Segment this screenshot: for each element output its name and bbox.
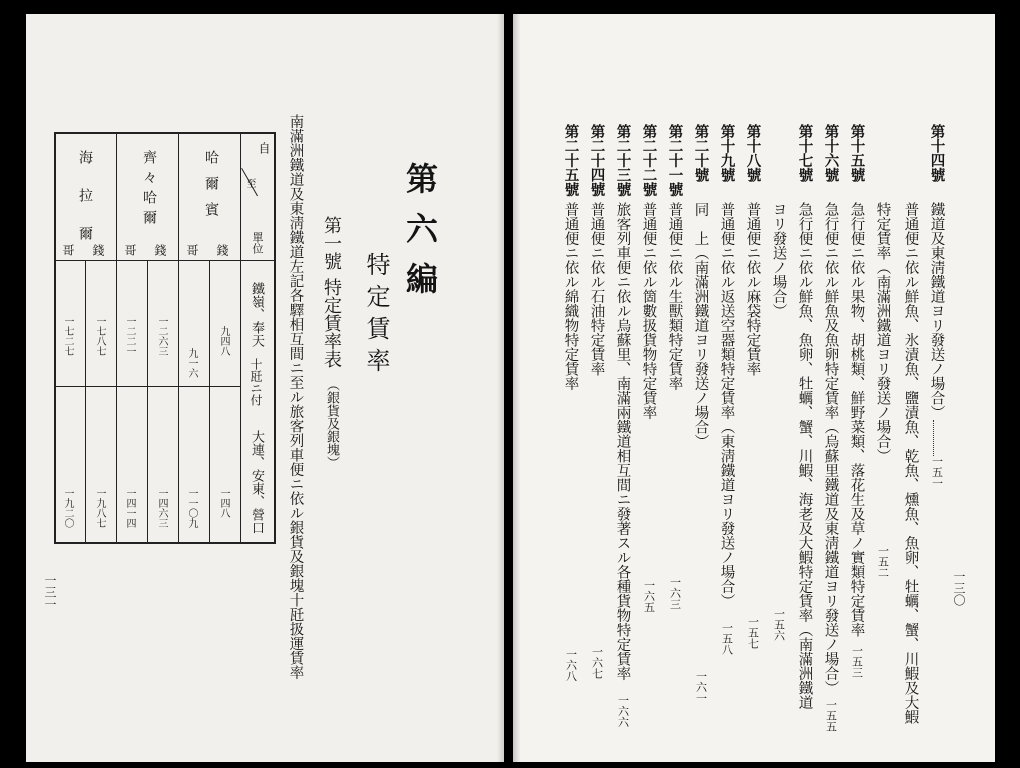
unit-label: 哥 [61,244,75,256]
toc-entry: 第二十四號普通便ニ依ル石油特定賃率一六七 [588,124,606,679]
header-col1: 鐵嶺、奉天 [249,282,264,347]
station-hailar: 海拉爾 [77,150,93,264]
header-col1-sub: 十瓩ニ付 [249,358,263,406]
toc-entry: 特定賃率（南滿洲鐵道ヨリ發送ノ場合）一五二 [874,202,891,578]
header-col2: 大連、安東、營口 [249,430,264,534]
station-qiqihar: 齊々哈爾 [141,150,157,230]
rate-col2: 一九八七 [94,488,105,528]
rate-col2: 一四八 [218,488,229,518]
toc-entry: 第二十五號普通便ニ依ル綿織物特定賃率一六八 [562,124,580,682]
toc-entry: 第十五號急行便ニ依ル果物、胡桃類、鮮野菜類、落花生及草ノ實類特定賃率一五三 [848,124,866,678]
rate-col2: 一九二〇 [62,488,73,528]
header-from: 自 [257,142,271,154]
toc-entry: ヨリ發送ノ場合）一五六 [770,202,787,641]
toc-entry: 第二十一號普通便ニ依ル生獸類特定賃率一六三 [666,124,684,610]
rate-table [54,132,276,544]
chapter-title: 特定賃率 [362,252,390,380]
toc-entry: 第二十三號旅客列車便ニ依ル烏蘇里、南滿兩鐵道相互間ニ發著スル各種貨物特定賃率一六六 [614,124,632,728]
unit-label: 錢 [215,244,229,256]
toc-entry: 第十七號急行便ニ依ル鮮魚、魚卵、牡蠣、蟹、川鰕、海老及大鰕特定賃率（南滿洲鐵道 [796,124,814,710]
unit-label: 錢 [91,244,105,256]
header-unit: 單位 [251,232,264,254]
right-page [513,14,995,762]
rate-col2: 一四一四 [124,488,135,528]
rate-col1: 九一六 [186,348,197,378]
toc-entry: 第十八號普通便ニ依ル麻袋特定賃率一五七 [744,124,762,649]
unit-label: 哥 [185,244,199,256]
toc-entry: 第十九號普通便ニ依ル返送空器類特定賃率（東淸鐵道ヨリ發送ノ場合）一五八 [718,124,736,655]
left-page [26,14,504,762]
rate-col2: 一四六三 [156,488,167,528]
rate-col1: 一七八七 [94,316,105,356]
section-title: 特定賃率表 [321,278,342,368]
toc-entry: 普通便ニ依ル鮮魚、氷漬魚、鹽漬魚、乾魚、燻魚、魚卵、牡蠣、蟹、川鰕及大鰕 [902,202,919,724]
page-number: 一三一 [43,574,57,610]
page-fold [513,14,520,762]
rate-col1: 九四八 [218,326,229,356]
toc-entry: 第二十二號普通便ニ依ル箇數扱貨物特定賃率一六五 [640,124,658,613]
rate-col1: 一二二一 [124,316,135,356]
page-number: 一三〇 [952,570,966,606]
section-subtitle: （銀貨及銀塊） [324,378,339,469]
header-to: 至 [244,178,255,188]
unit-label: 錢 [153,244,167,256]
page-fold [497,14,504,762]
section-heading [322,216,340,469]
toc-entry: 第二十號同 上（南滿洲鐵道ヨリ發送ノ場合）一六一 [692,124,710,704]
section-number: 第一號 [321,216,342,270]
table-description: 南滿洲鐵道及東淸鐵道左記各驛相互間ニ至ル旅客列車便ニ依ル銀貨及銀塊十瓩扱運賃率 [287,114,304,680]
station-harbin: 哈爾賓 [203,150,219,228]
toc-entry: 第十六號急行便ニ依ル鮮魚及魚卵特定賃率（烏蘇里鐵道及東淸鐵道ヨリ發送ノ場合）一五五 [822,124,840,732]
toc-entry: 第十四號鐵道及東淸鐵道ヨリ發送ノ場合）一五一 [928,124,946,489]
part-title: 第六編 [401,162,439,312]
unit-label: 哥 [123,244,137,256]
rate-col2: 一一〇九 [186,488,197,528]
rate-col1: 一二六三 [156,316,167,356]
rate-col1: 一七二七 [62,316,73,356]
